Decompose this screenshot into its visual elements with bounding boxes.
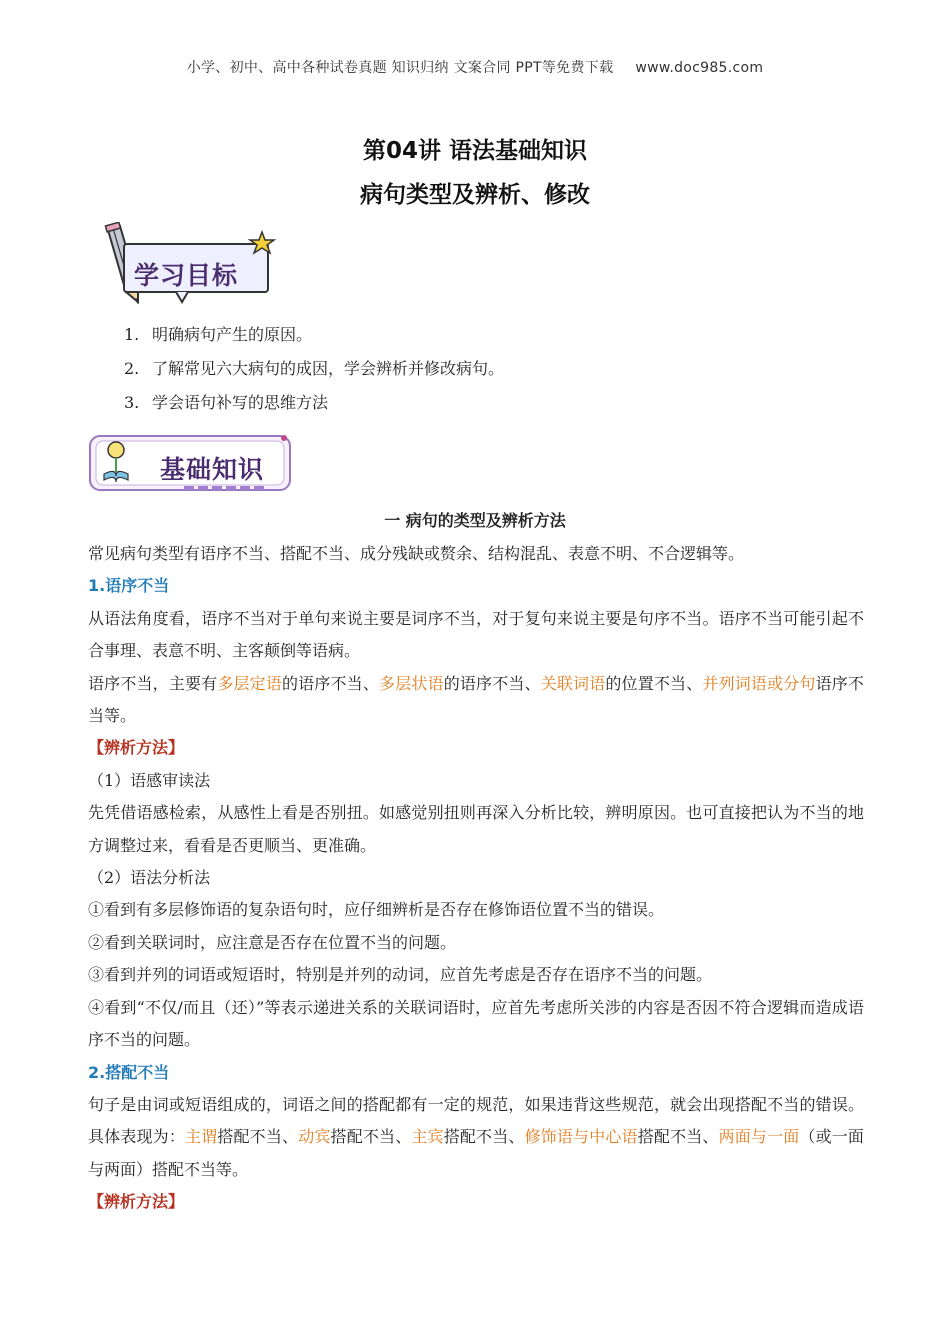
list-item: 2. 了解常见六大病句的成因，学会辨析并修改病句。 <box>124 359 505 378</box>
section-content <box>88 538 864 1219</box>
list-item: ③看到并列的词语或短语时，特别是并列的动词，应首先考虑是否存在语序不当的问题。 <box>88 965 713 985</box>
paragraph: 先凭借语感检索，从感性上看是否别扭。如感觉别扭则再深入分析比较，辨明原因。也可直接把认为不当的地方调整过来，看看是否更顺当、更准确。 <box>88 803 864 855</box>
paragraph: 句子是由词或短语组成的，词语之间的搭配都有一定的规范，如果违背这些规范，就会出现搭配不当的错误。具体表现为：主谓搭配不当、动宾搭配不当、主宾搭配不当、修饰语与中心语搭配不当、两面与一面（或一面与两面）搭配不当等。 <box>88 1094 864 1179</box>
list-item: 1. 明确病句产生的原因。 <box>124 325 313 344</box>
header-url[interactable]: www.doc985.com <box>635 60 764 76</box>
page-subtitle: 病句类型及辨析、修改 <box>360 182 590 208</box>
page-header <box>0 57 950 77</box>
knowledge-badge-label: 基础知识 <box>160 455 265 484</box>
list-item: ④看到“不仅/而且（还）”等表示递进关系的关联词语时，应首先考虑所关涉的内容是否因不符合逻辑而造成语序不当的问题。 <box>88 997 864 1050</box>
sub-heading: （2）语法分析法 <box>88 868 211 888</box>
paragraph: 从语法角度看，语序不当对于单句来说主要是词序不当，对于复句来说主要是句序不当。语序不当可能引起不合事理、表意不明、主客颠倒等语病。 <box>88 608 864 661</box>
paragraph: 语序不当，主要有多层定语的语序不当、多层状语的语序不当、关联词语的位置不当、并列词语或分句语序不当等。 <box>88 673 864 726</box>
sub-heading: （1）语感审读法 <box>88 770 211 790</box>
list-item: ②看到关联词时，应注意是否存在位置不当的问题。 <box>88 932 457 952</box>
list-item: 3. 学会语句补写的思维方法 <box>124 393 329 412</box>
goals-badge-label: 学习目标 <box>134 261 239 290</box>
method-label: 【辨析方法】 <box>88 738 185 758</box>
page-title: 第04讲 语法基础知识 <box>362 138 587 164</box>
subheading-collocation: 2.搭配不当 <box>88 1062 170 1082</box>
method-label: 【辨析方法】 <box>88 1192 185 1212</box>
subheading-word-order: 1.语序不当 <box>88 576 170 596</box>
list-item: ①看到有多层修饰语的复杂语句时，应仔细辨析是否存在修饰语位置不当的错误。 <box>88 900 665 920</box>
goals-list <box>124 318 504 420</box>
intro-paragraph: 常见病句类型有语序不当、搭配不当、成分残缺或赘余、结构混乱、表意不明、不合逻辑等。 <box>88 544 745 563</box>
header-text: 小学、初中、高中各种试卷真题 知识归纳 文案合同 PPT等免费下载 <box>186 60 614 76</box>
section-title: 一 病句的类型及辨析方法 <box>384 511 566 530</box>
